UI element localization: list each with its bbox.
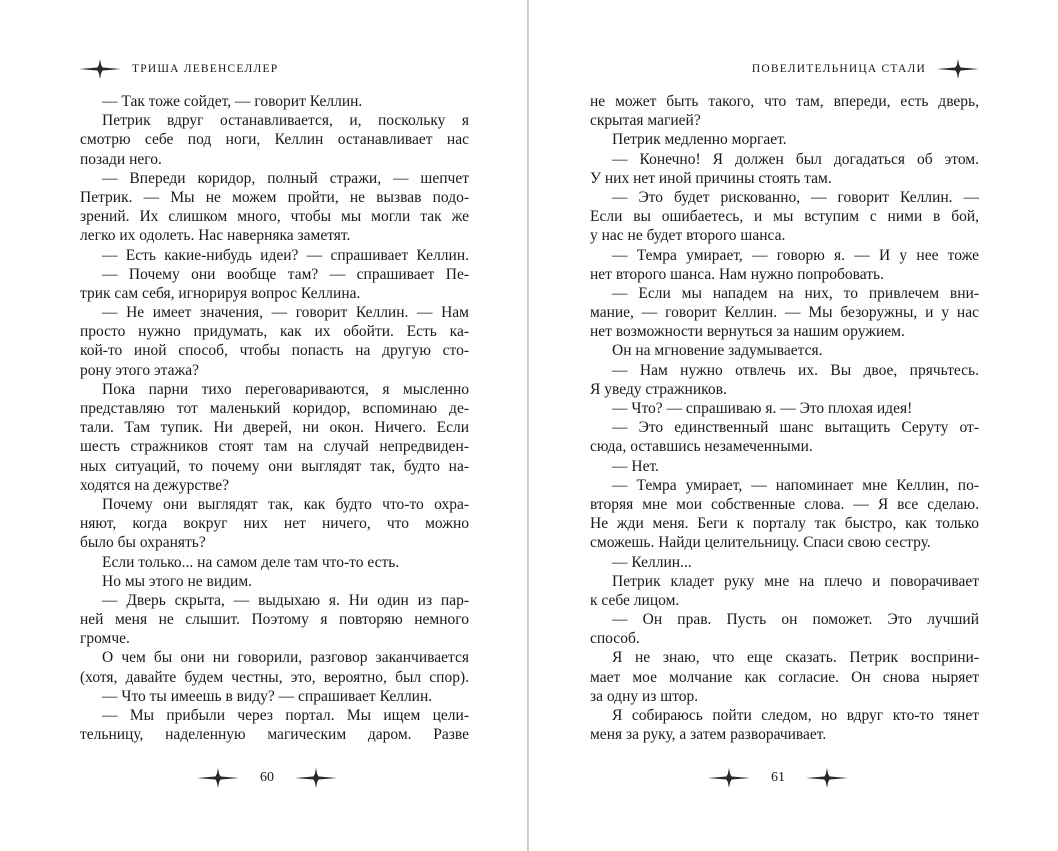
text-line: Я уведу стражников. [590,380,727,398]
text-line: вторяя мне мои собственные слова. — Я все сделаю. [590,495,979,513]
text-line: Я собираюсь пойти следом, но вдруг кто-то тянет [612,707,979,724]
text-line: — Что? — спрашиваю я. — Это плохая идея! [612,400,913,417]
left-folio [196,766,338,790]
text-line: громче. [80,630,130,648]
text-line: Петрик кладет руку мне на плечо и поворачивает [612,572,979,590]
text-line: у нас не будет второго шанса. [590,227,786,245]
text-line: Петрик медленно моргает. [612,131,787,149]
page-number: 61 [771,770,785,785]
star-ornament-icon [196,767,240,789]
text-line: способ. [590,630,640,648]
star-ornament-icon [707,767,751,789]
text-line: О чем бы они ни говорили, разговор заканчивается [102,649,469,667]
text-line: — Почему они вообще там? — спрашивает Пе- [102,265,469,283]
star-ornament-icon [78,58,122,80]
text-line: — Темра умирает, — напоминает мне Келлин, по- [612,476,979,494]
text-line: — Есть какие-нибудь идеи? — спрашивает Келлин. [102,246,469,264]
text-line: Если вы ошибаетесь, и мы вступим с ними в бой, [590,208,979,226]
text-line: — Что ты имеешь в виду? — спрашивает Келлин. [102,687,433,705]
text-line: нет второго шанса. Нам нужно попробовать. [590,265,884,283]
left-page [0,0,527,851]
author-name: ТРИША ЛЕВЕНСЕЛЛЕР [132,63,279,75]
star-ornament-icon [294,767,338,789]
text-line: ней меня не слышит. Поэтому я повторяю немного [80,611,469,629]
text-line: няют, когда вокруг них нет ничего, что можно [80,515,469,533]
text-line: — Так тоже сойдет, — говорит Келлин. [102,93,363,110]
right-folio [707,766,849,790]
text-line: ходятся на дежурстве? [80,476,229,494]
text-line: тали. Там тупик. Ни дверей, ни окон. Ничего. Если [80,419,469,437]
text-line: скрытая магией? [590,112,701,130]
text-line: Если только... на самом деле там что-то есть. [102,553,400,571]
text-line: Петрик. — Мы не можем пройти, не вызвав подо- [80,188,469,206]
left-running-head [78,58,278,80]
text-line: — Конечно! Я должен был догадаться об этом. [612,150,979,168]
text-line: — Келлин... [612,553,692,571]
text-line: (хотя, давайте будем честны, это, вероятно, был спор). [80,668,469,686]
text-line: рону этого этажа? [80,361,199,379]
book-title: ПОВЕЛИТЕЛЬНИЦА СТАЛИ [751,63,926,75]
star-ornament-icon [805,767,849,789]
right-running-head [752,58,980,80]
text-line: — Он прав. Пусть он поможет. Это лучший [612,611,979,629]
text-line: за одну из штор. [590,687,699,705]
text-line: сюда, оставшись незамеченными. [590,438,813,456]
text-line: меня за руку, а затем разворачивает. [590,726,827,744]
right-body-text [590,92,979,744]
page-number: 60 [260,770,274,785]
text-line: нет возможности вернуться за нашим оружием. [590,323,905,341]
text-line: — Это единственный шанс вытащить Серуту от- [612,419,979,437]
text-line: легко их одолеть. Нас наверняка заметят. [80,227,351,245]
text-line: — Темра умирает, — говорю я. — И у нее тоже [612,246,979,264]
text-line: не может быть такого, что там, впереди, есть дверь, [590,93,979,110]
text-line: позади него. [80,150,162,168]
text-line: — Дверь скрыта, — выдыхаю я. Ни один из пар- [102,591,469,609]
text-line: просто нужно придумать, как их обойти. Есть ка- [80,323,469,341]
left-body-text [80,92,469,744]
text-line: тельницу, наделенную магическим даром. Разве [80,726,469,744]
text-line: кой-то иной способ, чтобы попасть на другую сто- [80,342,469,360]
text-line: к себе лицом. [590,591,680,609]
text-line: Почему они выглядят так, как будто что-то охра- [102,495,469,513]
text-line: смотрю себе под ноги, Келлин останавливает нас [80,131,469,149]
text-line: — Нет. [612,457,659,475]
text-line: — Впереди коридор, полный стражи, — шепчет [102,169,469,187]
text-line: Пока парни тихо переговариваются, я мысленно [102,380,469,398]
star-ornament-icon [936,58,980,80]
text-line: мание, — говорит Келлин. — Мы безоружны, и у нас [590,304,979,322]
text-line: — Мы прибыли через портал. Мы ищем цели- [102,707,469,724]
text-line: — Это будет рискованно, — говорит Келлин. — [612,188,979,206]
text-line: шесть стражников стоят там на случай непредвиден- [80,438,469,456]
text-line: мает мое молчание как согласие. Он снова ныряет [590,668,979,686]
text-line: сможешь. Найди целительницу. Спаси свою сестру. [590,534,931,552]
text-line: — Если мы нападем на них, то привлечем вни- [612,284,979,302]
text-line: Не жди меня. Беги к порталу так быстро, как только [590,515,979,533]
text-line: Но мы этого не видим. [102,572,253,590]
text-line: зрений. Их слишком много, чтобы мы могли так же [80,208,469,226]
text-line: Я не знаю, что еще сказать. Петрик восприни- [612,649,979,667]
text-line: трик сам себя, игнорируя вопрос Келлина. [80,284,361,302]
text-line: — Не имеет значения, — говорит Келлин. — Нам [102,304,469,322]
text-line: У них нет иной причины стоять там. [590,169,832,187]
text-line: — Нам нужно отвлечь их. Вы двое, прячьтесь. [612,361,979,379]
text-line: ных ситуаций, то почему они выглядят так, будто на- [80,457,469,475]
text-line: Он на мгновение задумывается. [612,342,823,360]
text-line: представляю тот маленький коридор, вспоминаю де- [80,400,469,417]
text-line: Петрик вдруг останавливается, и, поскольку я [102,112,469,130]
text-line: было бы охранять? [80,534,206,552]
right-page [529,0,1058,851]
